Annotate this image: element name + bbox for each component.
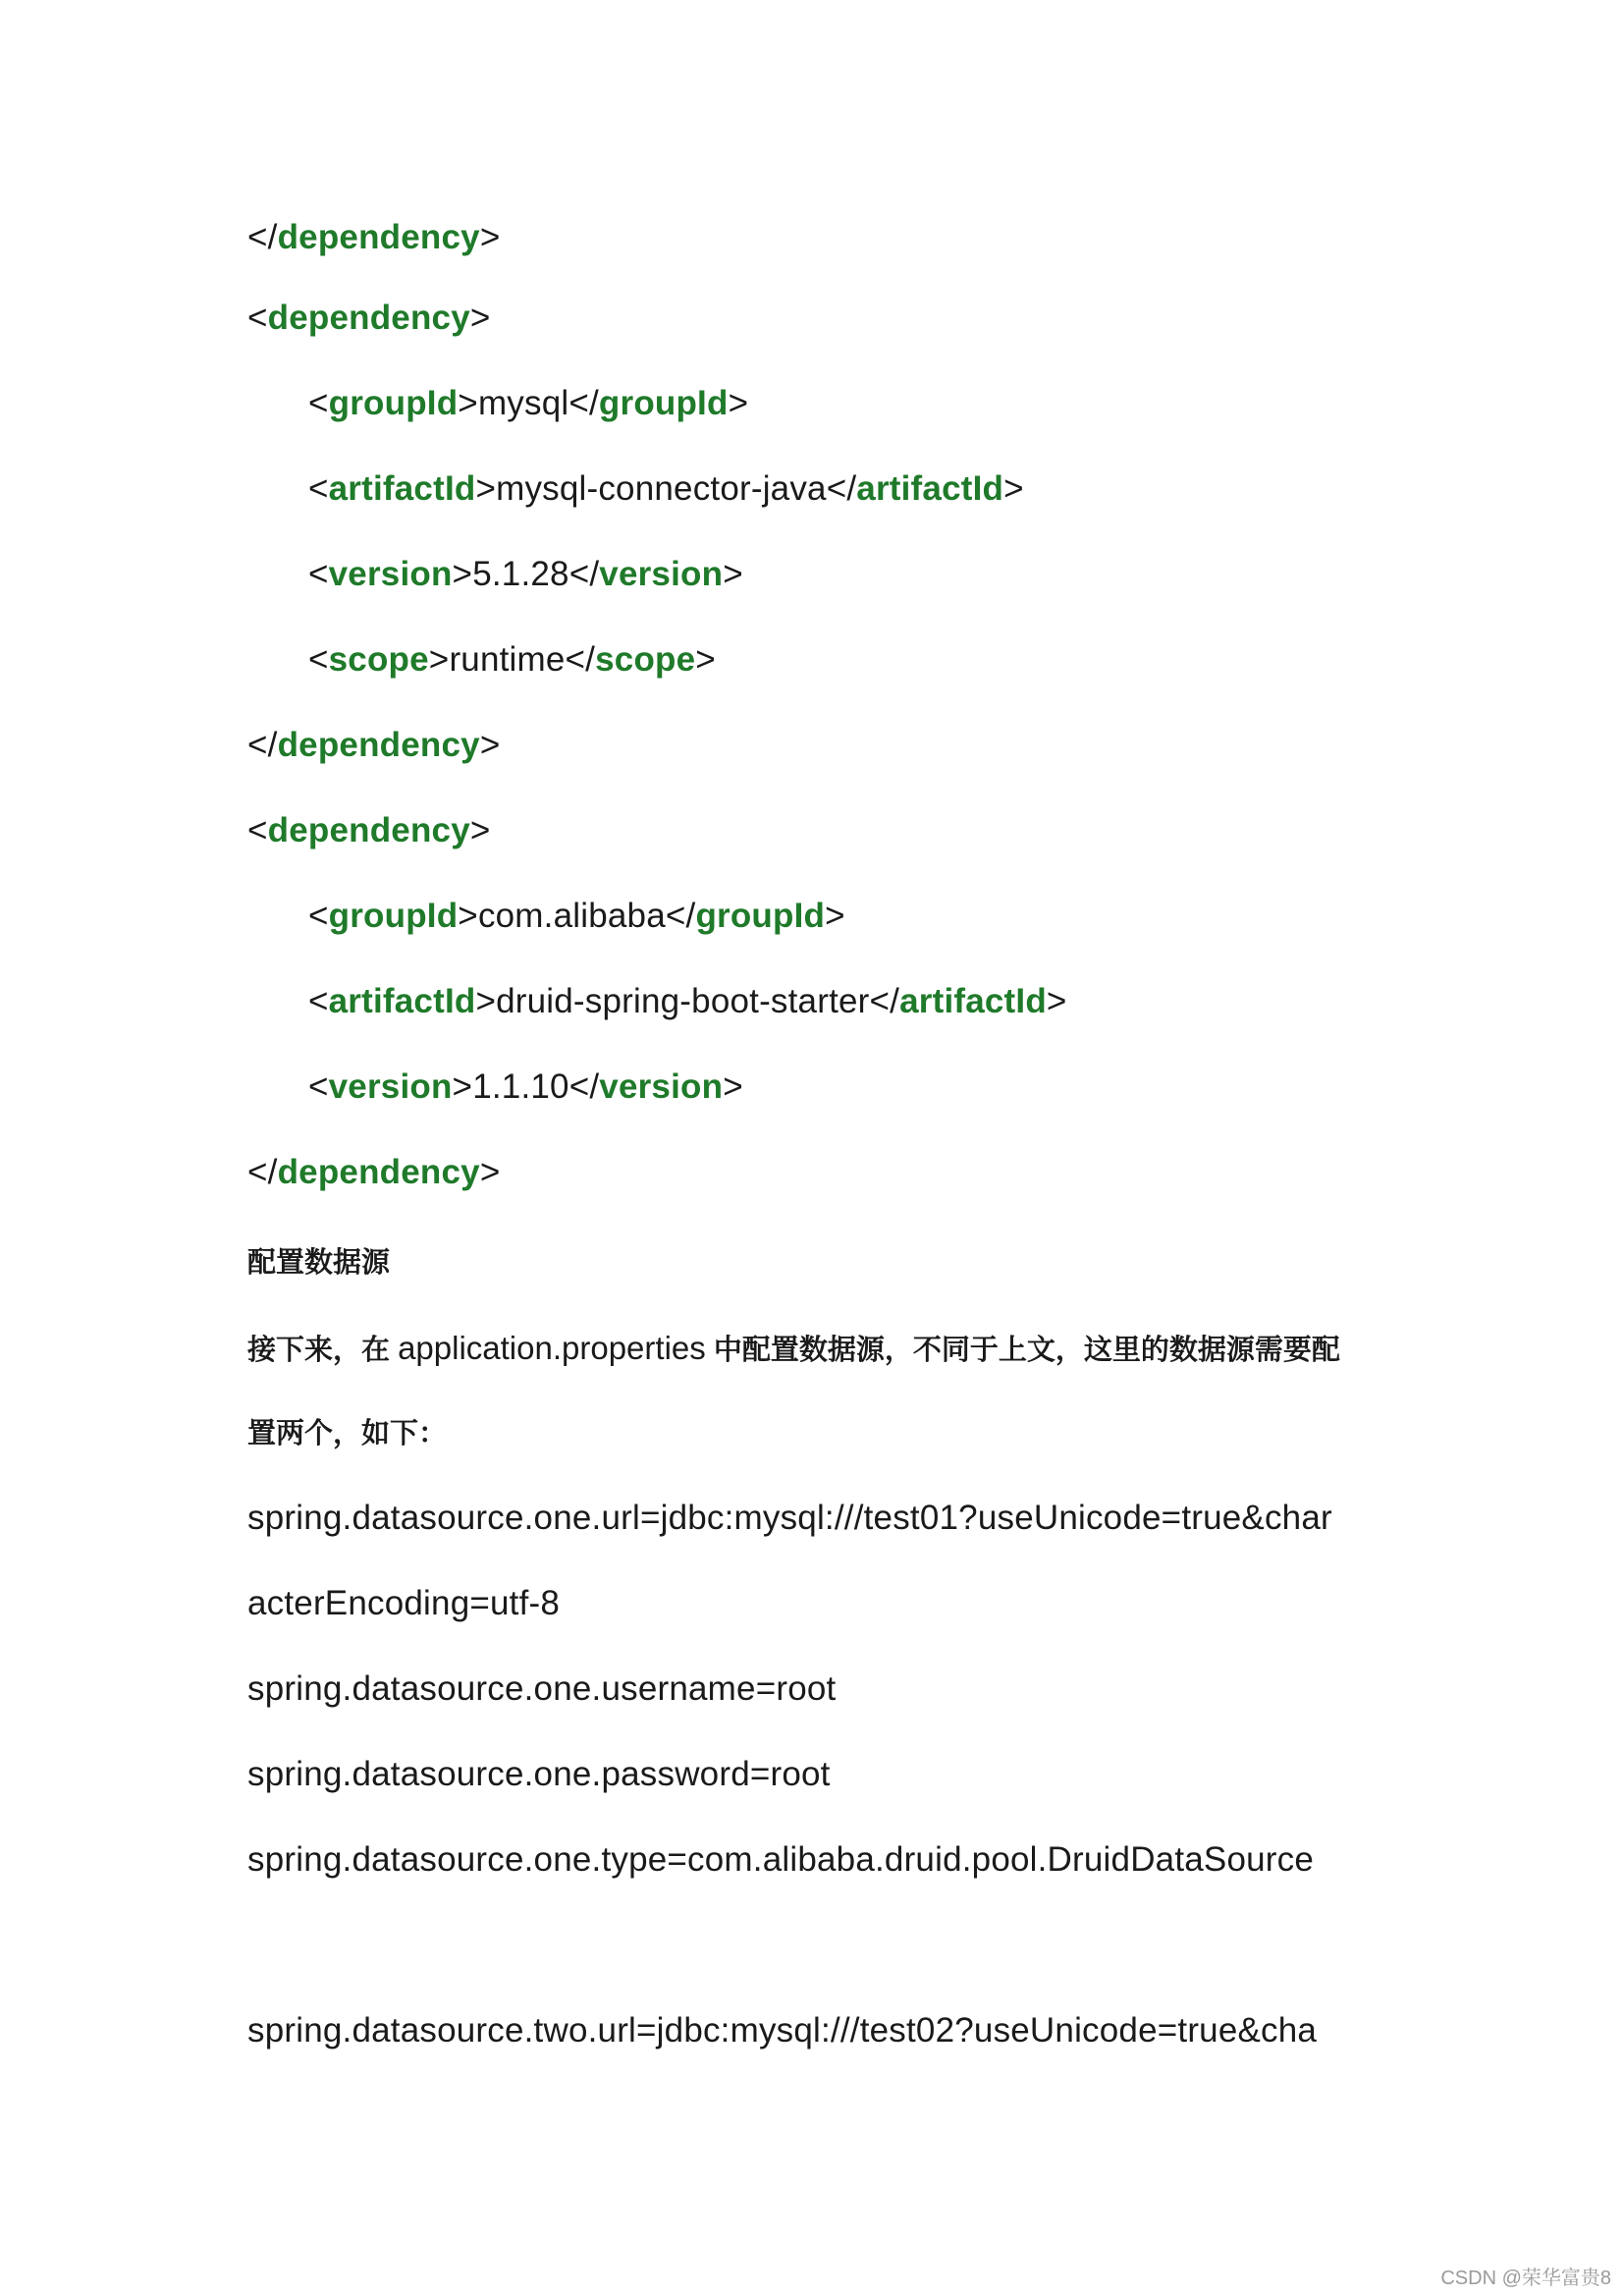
property-one-url-line-1: spring.datasource.one.url=jdbc:mysql:///test01?useUnicode=true&char (247, 1499, 1332, 1537)
xml-value: com.alibaba (477, 897, 666, 935)
xml-tag: groupId (328, 384, 459, 422)
code-line-close-dependency-3: </dependency> (247, 1153, 501, 1191)
paragraph-filename: application.properties (398, 1330, 706, 1366)
code-line-druid-groupid: <groupId>com.alibaba</groupId> (308, 897, 845, 935)
code-line-druid-version: <version>1.1.10</version> (308, 1067, 743, 1106)
xml-tag: dependency (267, 299, 470, 337)
code-line-mysql-groupid: <groupId>mysql</groupId> (308, 384, 749, 422)
property-one-username: spring.datasource.one.username=root (247, 1669, 837, 1708)
xml-tag: groupId (328, 897, 459, 935)
xml-tag: version (328, 1067, 453, 1106)
xml-tag: version (599, 1067, 724, 1106)
xml-value: druid-spring-boot-starter (496, 982, 870, 1020)
xml-tag: groupId (695, 897, 826, 935)
xml-tag: groupId (598, 384, 729, 422)
xml-value: runtime (449, 640, 566, 679)
xml-value: mysql-connector-java (496, 469, 827, 508)
code-line-mysql-artifactid: <artifactId>mysql-connector-java</artifactId> (308, 469, 1024, 508)
property-one-type: spring.datasource.one.type=com.alibaba.druid.pool.DruidDataSource (247, 1840, 1315, 1879)
code-line-open-dependency-3: <dependency> (247, 811, 491, 849)
section-paragraph-line-2: 置两个，如下： (247, 1418, 448, 1449)
code-line-mysql-version: <version>5.1.28</version> (308, 555, 743, 593)
xml-value: 5.1.28 (472, 555, 569, 593)
xml-value: 1.1.10 (472, 1067, 569, 1106)
xml-tag: version (328, 555, 453, 593)
property-one-password: spring.datasource.one.password=root (247, 1755, 831, 1793)
paragraph-text: 中配置数据源，不同于上文，这里的数据源需要配 (705, 1335, 1340, 1366)
code-line-open-dependency-2: <dependency> (247, 299, 491, 337)
code-line-druid-artifactid: <artifactId>druid-spring-boot-starter</artifactId> (308, 982, 1067, 1020)
code-line-close-dependency-1: </dependency> (247, 218, 501, 256)
xml-tag: dependency (277, 1153, 480, 1191)
csdn-watermark: CSDN @荣华富贵8 (1440, 2268, 1611, 2289)
paragraph-text: 接下来，在 (247, 1335, 399, 1366)
xml-tag: dependency (277, 726, 480, 764)
xml-value: mysql (477, 384, 569, 422)
code-line-close-dependency-2: </dependency> (247, 726, 501, 764)
xml-tag: artifactId (328, 982, 476, 1020)
xml-tag: scope (328, 640, 429, 679)
section-paragraph-line-1 (247, 1329, 1340, 1370)
xml-tag: dependency (277, 218, 480, 256)
xml-tag: artifactId (899, 982, 1047, 1020)
code-line-mysql-scope: <scope>runtime</scope> (308, 640, 716, 679)
xml-tag: artifactId (328, 469, 476, 508)
property-one-url-line-2: acterEncoding=utf-8 (247, 1584, 561, 1622)
xml-tag: dependency (267, 811, 470, 849)
xml-tag: scope (595, 640, 696, 679)
xml-tag: artifactId (856, 469, 1004, 508)
property-two-url-line-1: spring.datasource.two.url=jdbc:mysql:///test02?useUnicode=true&cha (247, 2011, 1318, 2050)
section-heading: 配置数据源 (247, 1247, 391, 1279)
xml-tag: version (599, 555, 724, 593)
